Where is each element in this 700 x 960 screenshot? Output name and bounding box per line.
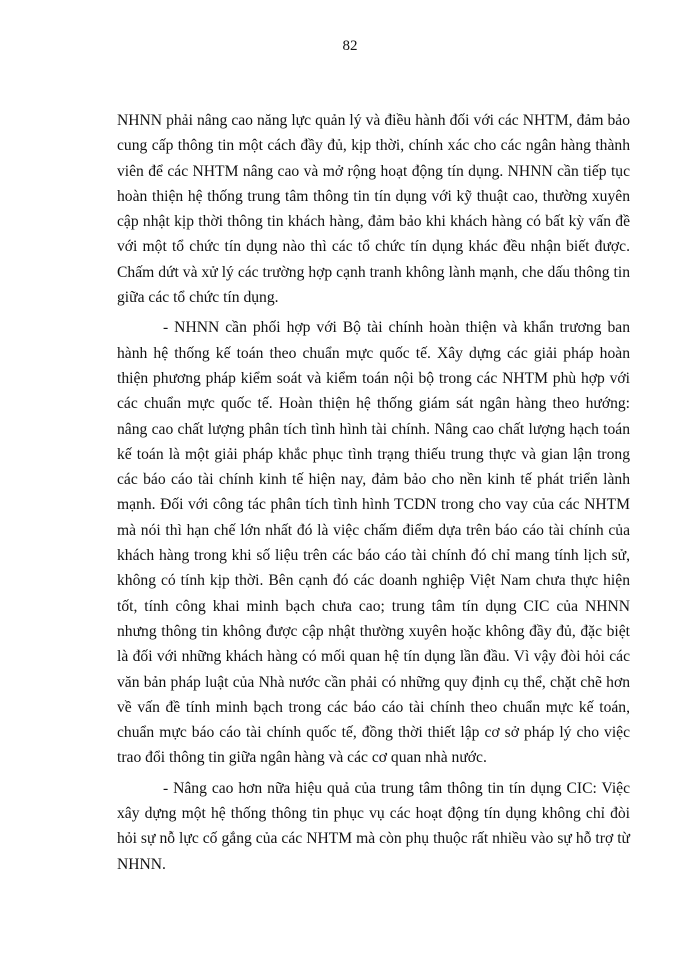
page-number: 82 [342, 38, 358, 54]
body-text [117, 108, 630, 882]
paragraph-cic-efficiency: - Nâng cao hơn nữa hiệu quả của trung tâm thông tin tín dụng CIC: Việc xây dựng một hệ thống thông tin phục vụ các hoạt động tín dụng không chỉ đòi hỏi sự nỗ lực cố gắng của các NHTM mà còn phụ thuộc rất nhiều vào sự hỗ trợ từ NHNN. [117, 779, 630, 873]
paragraph-nhnn-capacity: NHNN phải nâng cao năng lực quản lý và điều hành đối với các NHTM, đảm bảo cung cấp thông tin một cách đầy đủ, kịp thời, chính xác cho các ngân hàng thành viên để các NHTM nâng cao và mở rộng hoạt động tín dụng. NHNN cần tiếp tục hoàn thiện hệ thống trung tâm thông tin tín dụng với kỹ thuật cao, thường xuyên cập nhật kịp thời thông tin khách hàng, đảm bảo khi khách hàng có bất kỳ vấn đề với một tổ chức tín dụng nào thì các tổ chức tín dụng khác đều nhận biết được. Chấm dứt và xử lý các trường hợp cạnh tranh không lành mạnh, che dấu thông tin giữa các tổ chức tín dụng. [117, 112, 630, 307]
paragraph-accounting-standards: - NHNN cần phối hợp với Bộ tài chính hoàn thiện và khẩn trương ban hành hệ thống kế toán theo chuẩn mực quốc tế. Xây dựng các giải pháp hoàn thiện phương pháp kiểm soát và kiểm toán nội bộ trong các NHTM phù hợp với các chuẩn mực quốc tế. Hoàn thiện hệ thống giám sát ngân hàng theo hướng: nâng cao chất lượng phân tích tình hình tài chính. Nâng cao chất lượng hạch toán kế toán là một giải pháp khắc phục tình trạng thiếu trung thực và gian lận trong các báo cáo tài chính kinh tế hiện nay, đảm bảo cho nền kinh tế phát triển lành mạnh. Đối với công tác phân tích tình hình TCDN trong cho vay của các NHTM mà nói thì hạn chế lớn nhất đó là việc chấm điểm dựa trên báo cáo tài chính của khách hàng trong khi số liệu trên các báo cáo tài chính đó chỉ mang tính lịch sử, không có tính kịp thời. Bên cạnh đó các doanh nghiệp Việt Nam chưa thực hiện tốt, tính công khai minh bạch chưa cao; trung tâm tín dụng CIC của NHNN nhưng thông tin không được cập nhật thường xuyên hoặc không đầy đủ, đặc biệt là đối với những khách hàng có mối quan hệ tín dụng lần đầu. Vì vậy đòi hỏi các văn bản pháp luật của Nhà nước cần phải có những quy định cụ thể, chặt chẽ hơn về vấn đề tính minh bạch trong các báo cáo tài chính theo chuẩn mực kế toán, chuẩn mực báo cáo tài chính quốc tế, đồng thời thiết lập cơ sở pháp lý cho việc trao đổi thông tin giữa ngân hàng và các cơ quan nhà nước. [117, 319, 630, 767]
